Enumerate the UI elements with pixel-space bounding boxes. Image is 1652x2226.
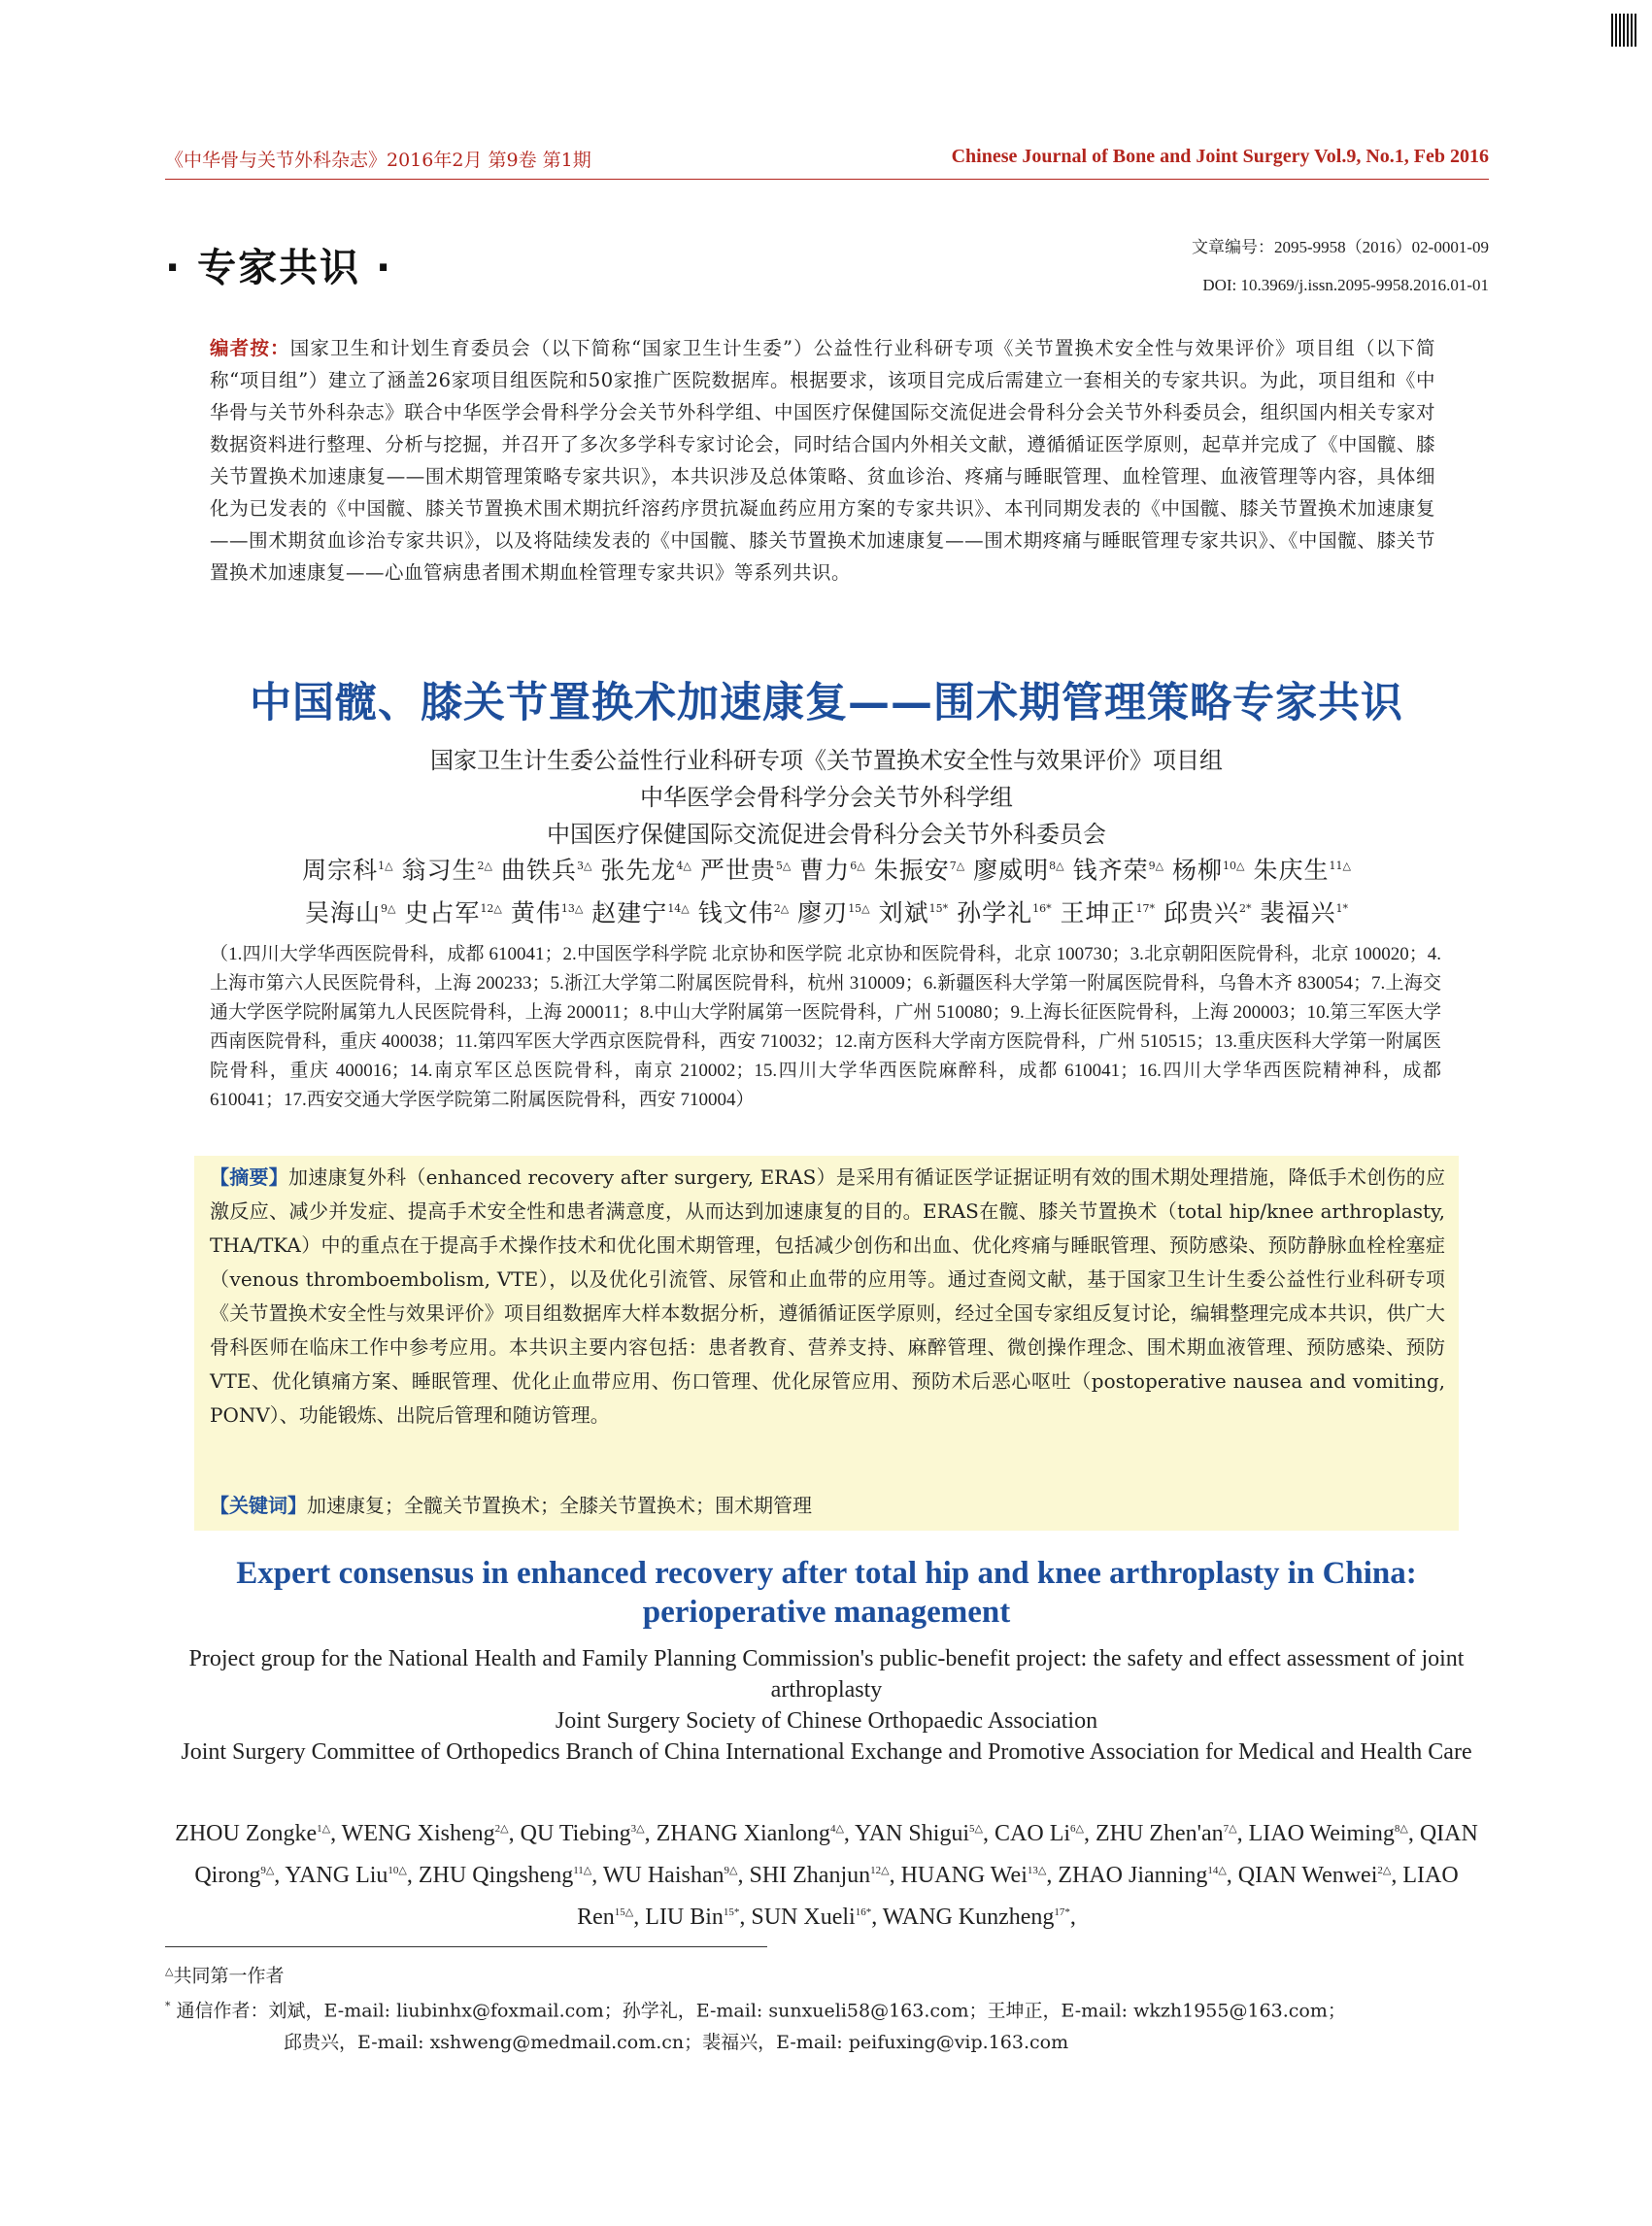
author-list-en: ZHOU Zongke$^{1\triangle}$, WENG Xisheng$^{2\triangle}$, QU Tiebing$^{3\triangle}$, ZHANG Xianlong$^{4\triangle}$, YAN Shigui$^{5\triangle}$, CAO $Li^{6\triangle}$, ZHU $Zhen'an^{7\triangle}$, LIAO Weiming$^{8\triangle}$, QIAN Qirong$^{9\triangle}$, YANG Liu$^{10\triangle}$, ZHU Qingsheng$^{11\triangle}$, WU Haishan$^{9\triangle}$, SHI Zhanjun$^{12\triangle}$, HUANG Wei$^{13\triangle}$, ZHAO Jianning$^{14\triangle}$, QIAN Wenwei$^{2\triangle}$, LIAO Ren$^{15\triangle}$, LIU Bin$^{15*}$, SUN Xueli$^{16*}$, WANG Kunzheng$^{17*}$, [175,1821,1478,1930]
author-name-en: YANG Liu [285,1863,388,1888]
corner-printer-mark [1611,14,1638,47]
journal-header-zh: 《中华骨与关节外科杂志》2016年2月 第9卷 第1期 [165,150,591,171]
author-name-en: SUN Xueli [751,1905,856,1930]
author-affil-mark: 9△ [260,1865,275,1876]
author-group-zh: 中华医学会骨科学分会关节外科学组 [640,784,1013,811]
author-affil-mark: 5△ [775,860,792,872]
author-group-en: Joint Surgery Committee of Orthopedics Branch of China International Exchange and Promotive Association for Medical and Health Care [181,1739,1472,1765]
author-affil-mark: 2△ [494,1823,509,1835]
author-affil-mark: 14△ [1207,1865,1227,1876]
author-affil-mark: 17* [1054,1906,1070,1918]
author-name-zh: 周宗科 [302,856,379,885]
author-affil-mark: 17* [1135,902,1156,916]
author-name-en: CAO Li [995,1821,1071,1846]
article-number: 文章编号：2095-9958（2016）02-0001-09 [1192,238,1489,256]
author-affil-mark: 11△ [1329,860,1351,872]
author-name-zh: 邱贵兴 [1163,898,1240,928]
author-affil-mark: 14△ [667,902,690,916]
author-name-zh: 孙学礼 [957,898,1033,928]
editor-note-label: 编者按： [210,337,290,359]
author-name-en: ZHOU Zongke [175,1821,318,1846]
keywords-label: 【关键词】 [210,1494,307,1517]
footnote-mark: * [165,2000,171,2013]
author-name-en: LIAO Weiming [1248,1821,1395,1846]
header-rule [165,179,1489,180]
editor-note-text: 国家卫生和计划生育委员会（以下简称“国家卫生计生委”）公益性行业科研专项《关节置换术安全性与效果评价》项目组（以下简称“项目组”）建立了涵盖26家项目组医院和50家推广医院数据库。根据要求，该项目完成后需建立一套相关的专家共识。为此，项目组和《中华骨与关节外科杂志》联合中华医学会骨科学分会关节外科学组、中国医疗保健国际交流促进会骨科分会关节外科委员会，组织国内相关专家对数据资料进行整理、分析与挖掘，并召开了多次多学科专家讨论会，同时结合国内外相关文献，遵循循证医学原则，起草并完成了《中国髋、膝关节置换术加速康复——围术期管理策略专家共识》，本共识涉及总体策略、贫血诊治、疼痛与睡眠管理、血栓管理、血液管理等内容，具体细化为已发表的《中国髋、膝关节置换术围术期抗纤溶药序贯抗凝血药应用方案的专家共识》、本刊同期发表的《中国髋、膝关节置换术加速康复——围术期贫血诊治专家共识》，以及将陆续发表的《中国髋、膝关节置换术加速康复——围术期疼痛与睡眠管理专家共识》、《中国髋、膝关节置换术加速康复——心血管病患者围术期血栓管理专家共识》等系列共识。 [210,337,1435,584]
abstract [210,1161,1445,1433]
author-name-zh: 刘斌 [878,898,929,928]
author-affil-mark: 2* [1239,902,1252,916]
author-name-zh: 杨柳 [1172,856,1224,885]
author-affil-mark: 9△ [1148,860,1164,872]
author-affil-mark: 1△ [378,860,393,872]
author-name-zh: 朱庆生 [1253,856,1330,885]
author-affil-mark: 3△ [630,1823,645,1835]
author-affil-mark: 12△ [870,1865,890,1876]
journal-header-en: Chinese Journal of Bone and Joint Surgery Vol.9, No.1, Feb 2016 [951,146,1489,167]
author-groups-en [165,1643,1488,1768]
author-affil-mark: 16* [1032,902,1052,916]
author-affil-mark: 9△ [724,1865,738,1876]
section-label: · 专家共识 · [165,246,393,290]
author-group-en: Joint Surgery Society of Chinese Orthopaedic Association [555,1708,1098,1734]
author-affil-mark: 15* [928,902,949,916]
footnotes [165,1956,1488,2058]
author-list-zh [165,847,1488,933]
abstract-text: 加速康复外科（enhanced recovery after surgery, ERAS）是采用有循证医学证据证明有效的围术期处理措施，降低手术创伤的应激反应、减少并发症、提高手术安全性和患者满意度，从而达到加速康复的目的。ERAS在髋、膝关节置换术（total hip/knee arthroplasty, THA/TKA）中的重点在于提高手术操作技术和优化围术期管理，包括减少创伤和出血、优化疼痛与睡眠管理、预防感染、预防静脉血栓栓塞症（venous thromboembolism, VTE），以及优化引流管、尿管和止血带的应用等。通过查阅文献，基于国家卫生计生委公益性行业科研专项《关节置换术安全性与效果评价》项目组数据库大样本数据分析，遵循循证医学原则，经过全国专家组反复讨论，编辑整理完成本共识，供广大骨科医师在临床工作中参考应用。本共识主要内容包括：患者教育、营养支持、麻醉管理、微创操作理念、围术期血液管理、预防感染、预防VTE、优化镇痛方案、睡眠管理、优化止血带应用、伤口管理、优化尿管应用、预防术后恶心呕吐（postoperative nausea and vomiting, PONV）、功能锻炼、出院后管理和随访管理。 [210,1165,1446,1427]
footnote-corresponding-cont: 邱贵兴，E-mail: xshweng@medmail.com.cn；裴福兴，E-mail: peifuxing@vip.163.com [284,2031,1069,2053]
author-name-zh: 廖威明 [973,856,1050,885]
author-name-en: ZHAO Jianning [1058,1863,1208,1888]
author-name-zh: 张先龙 [600,856,677,885]
author-name-zh: 赵建宁 [591,898,668,928]
author-name-en: WU Haishan [602,1863,725,1888]
author-affil-mark: 1* [1335,902,1348,916]
author-group-en: Project group for the National Health and Family Planning Commission's public-benefit project: the safety and effect assessment of joint arthroplasty [188,1646,1465,1703]
author-affil-mark: 6△ [850,860,865,872]
author-affil-mark: 9△ [381,902,396,916]
footnote-rule [165,1946,767,1947]
author-affil-mark: 2△ [1377,1865,1392,1876]
author-group-zh: 中国医疗保健国际交流促进会骨科分会关节外科委员会 [547,821,1106,848]
author-affil-mark: 11△ [573,1865,592,1876]
footnote-text: 通信作者：刘斌，E-mail: liubinhx@foxmail.com；孙学礼，E-mail: sunxueli58@163.com；王坤正，E-mail: wkzh1955@163.com； [176,2000,1346,2022]
author-name-zh: 廖刃 [797,898,849,928]
author-name-zh: 钱文伟 [697,898,774,928]
footnote-mark: △ [165,1965,174,1977]
author-affil-mark: 15△ [614,1906,634,1918]
author-affil-mark: 2△ [773,902,790,916]
author-affil-mark: 7△ [949,860,965,872]
doi: DOI: 10.3969/j.issn.2095-9958.2016.01-01 [1202,276,1489,294]
title-zh: 中国髋、膝关节置换术加速康复——围术期管理策略专家共识 [250,679,1403,727]
abstract-label: 【摘要】 [210,1165,288,1189]
author-affil-mark: 13△ [1027,1865,1047,1876]
author-name-en: WENG Xisheng [341,1821,495,1846]
author-affil-mark: 6△ [1070,1823,1084,1835]
author-affil-mark: 10△ [1223,860,1245,872]
author-row-zh [165,847,1488,890]
author-name-zh: 王坤正 [1060,898,1136,928]
author-name-zh: 钱齐荣 [1072,856,1149,885]
title-en: Expert consensus in enhanced recovery after total hip and knee arthroplasty in China: perioperative management [236,1556,1417,1630]
author-affil-mark: 12△ [480,902,502,916]
author-name-zh: 裴福兴 [1260,898,1336,928]
author-name-zh: 曲铁兵 [500,856,577,885]
footnote-co-first [165,1956,1488,1991]
author-name-zh: 黄伟 [510,898,561,928]
affiliations: （1.四川大学华西医院骨科，成都 610041；2.中国医学科学院 北京协和医学院 北京协和医院骨科，北京 100730；3.北京朝阳医院骨科，北京 100020；4.上海市第六人民医院骨科，上海 200233；5.浙江大学第二附属医院骨科，杭州 310009；6.新疆医科大学第一附属医院骨科，乌鲁木齐 830054；7.上海交通大学医学院附属第九人民医院骨科，上海 200011；8.中山大学附属第一医院骨科，广州 510080；9.上海长征医院骨科，上海 200003；10.第三军医大学西南医院骨科，重庆 400038；11.第四军医大学西京医院骨科，西安 710032；12.南方医科大学南方医院骨科，广州 510515；13.重庆医科大学第一附属医院骨科，重庆 400016；14.南京军区总医院骨科，南京 210002；15.四川大学华西医院麻醉科，成都 610041；16.四川大学华西医院精神科，成都 610041；17.西安交通大学医学院第二附属医院骨科，西安 710004） [210,944,1441,1110]
author-affil-mark: 15* [723,1906,740,1918]
author-affil-mark: 4△ [829,1823,844,1835]
author-affil-mark: 7△ [1223,1823,1237,1835]
keywords-text: 加速康复；全髋关节置换术；全膝关节置换术；围术期管理 [307,1494,812,1517]
author-affil-mark: 4△ [676,860,691,872]
author-name-en: QIAN Qirong [194,1821,1478,1888]
author-name-en: HUANG Wei [900,1863,1028,1888]
author-name-en: SHI Zhanjun [749,1863,871,1888]
author-affil-mark: 8△ [1049,860,1064,872]
author-name-zh: 朱振安 [873,856,950,885]
author-affil-mark: 16* [855,1906,872,1918]
author-affil-mark: 2△ [477,860,492,872]
editor-note [210,332,1435,589]
author-name-en: ZHANG Xianlong [656,1821,830,1846]
author-name-en: ZHU Qingsheng [418,1863,574,1888]
author-affil-mark: 13△ [560,902,584,916]
author-name-en: YAN Shigui [855,1821,970,1846]
author-name-en: LIAO Ren [577,1863,1459,1930]
author-name-en: LIU Bin [645,1905,724,1930]
author-name-zh: 翁习生 [401,856,478,885]
author-name-en: ZHU Zhen'an [1095,1821,1224,1846]
author-group-zh: 国家卫生计生委公益性行业科研专项《关节置换术安全性与效果评价》项目组 [430,747,1223,774]
author-name-en: QU Tiebing [520,1821,631,1846]
author-affil-mark: 10△ [388,1865,407,1876]
author-name-en: WANG Kunzheng [882,1905,1055,1930]
author-name-zh: 严世贵 [699,856,776,885]
author-row-zh [165,890,1488,932]
author-groups-zh [165,742,1488,853]
author-affil-mark: 1△ [317,1823,331,1835]
footnote-text: 共同第一作者 [173,1965,285,1987]
author-name-zh: 吴海山 [304,898,381,928]
author-name-zh: 史占军 [404,898,481,928]
author-affil-mark: 5△ [969,1823,984,1835]
author-name-zh: 曹力 [799,856,851,885]
keywords [210,1490,1445,1518]
footnote-corresponding [165,1991,1488,2026]
author-affil-mark: 8△ [1394,1823,1408,1835]
author-name-en: QIAN Wenwei [1237,1863,1378,1888]
author-affil-mark: 3△ [576,860,592,872]
author-affil-mark: 15△ [848,902,870,916]
